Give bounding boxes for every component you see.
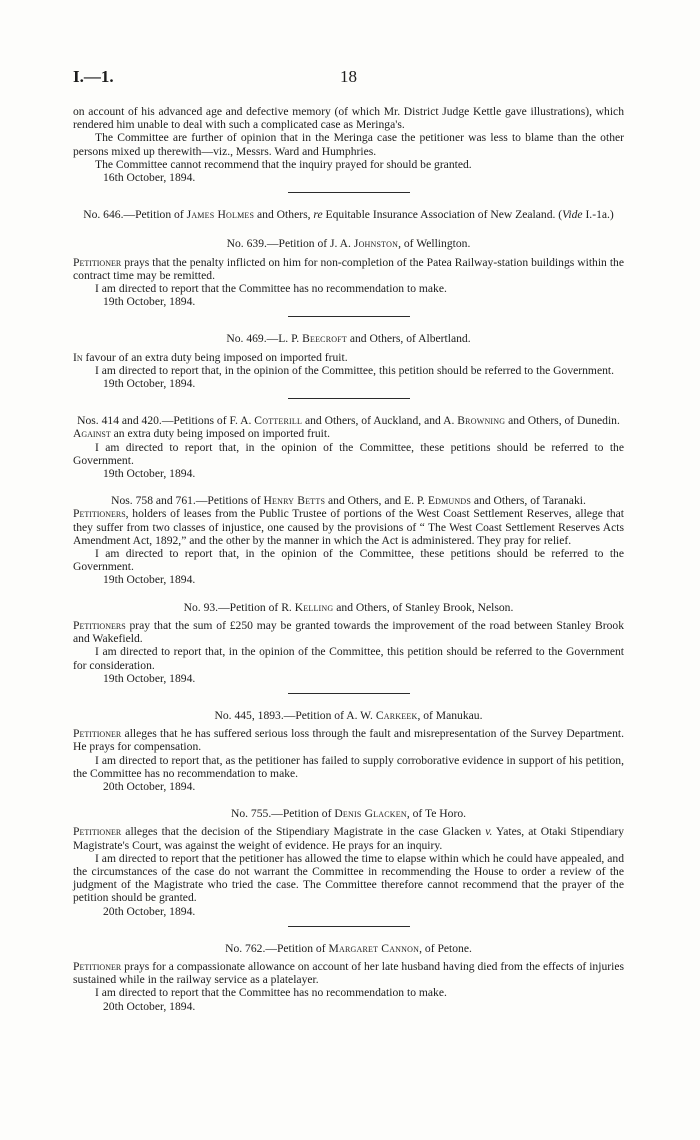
petition-title: No. 762.—Petition of Margaret Cannon, of Petone. [225, 941, 472, 955]
paragraph: The Committee are further of opinion that in the Meringa case the petitioner was less to blame than the other persons mixed up therewith—viz., Messrs. Ward and Humphries. [73, 131, 624, 158]
page-header [73, 67, 624, 92]
paragraph: The Committee cannot recommend that the inquiry prayed for should be granted. [95, 157, 472, 171]
petition-summary: Petitioner alleges that he has suffered serious loss through the fault and misrepresentation of the Survey Department. He prays for compensation. [73, 727, 624, 754]
paper-reference: I.—1. [73, 67, 114, 86]
section-divider [288, 693, 410, 694]
petition-title: No. 755.—Petition of Denis Glacken, of Te Horo. [230, 807, 467, 821]
petition-title: No. 445, 1893.—Petition of A. W. Carkeek, of Manukau. [214, 708, 483, 722]
section-divider [288, 398, 410, 399]
petition-title: No. 93.—Petition of R. Kelling and Others, of Stanley Brook, Nelson. [183, 600, 514, 614]
paragraph: on account of his advanced age and defective memory (of which Mr. District Judge Kettle gave illustrations), which rendered him unable to deal with such a complicated case as Meringa's. [73, 105, 624, 132]
report-date: 19th October, 1894. [103, 573, 196, 587]
committee-report: I am directed to report that the petitioner has allowed the time to elapse within which he could have appealed, and the circumstances of the case do not warrant the Committee in recommending the House to order a review of the judgment of the Magistrate who tried the case. The Committee therefore cannot recommend that the prayer of the petition should be granted. [73, 851, 624, 905]
petitioner-name: Henry Betts [263, 494, 326, 508]
committee-report: I am directed to report that, in the opinion of the Committee, these petitions should be referred to the Government. [73, 440, 624, 467]
report-date: 16th October, 1894. [103, 171, 196, 185]
petition-445 [73, 709, 624, 807]
petition-title: No. 469.—L. P. Beecroft and Others, of Albertland. [226, 332, 471, 346]
petition-639 [73, 237, 624, 317]
report-body [73, 105, 624, 1013]
petition-762 [73, 942, 624, 1013]
report-date: 20th October, 1894. [103, 904, 196, 918]
petition-summary: Petitioners, holders of leases from the Public Trustee of portions of the West Coast Settlement Reserves, allege that they suffer from two classes of injustice, one caused by the provisions of “ The West Coast Settlement Reserves Acts Amendment Act, 1892,” and the other by the manner in which the Act is administered. They pray for relief. [73, 507, 624, 547]
petition-414-420 [73, 414, 624, 494]
petition-title: Nos. 758 and 761.—Petitions of Henry Betts and Others, and E. P. Edmunds and Others, of Taranaki. [111, 494, 586, 508]
petition-469 [73, 332, 624, 399]
petitioner-name: Cotterill [254, 414, 303, 428]
petition-title: No. 646.—Petition of James Holmes and Others, re Equitable Insurance Association of New Zealand. (Vide I.-1a.) [83, 208, 614, 222]
petitioner-name: Kelling [294, 600, 334, 614]
petition-646 [73, 208, 624, 237]
committee-report: I am directed to report that, as the petitioner has failed to supply corroborative evidence in support of his petition, the Committee has no recommendation to make. [73, 753, 624, 780]
petitioner-name: Johnston [353, 237, 399, 251]
report-date: 19th October, 1894. [103, 377, 196, 391]
petition-title: No. 639.—Petition of J. A. Johnston, of Wellington. [226, 237, 471, 251]
committee-report: I am directed to report that the Committee has no recommendation to make. [95, 282, 447, 296]
petition-summary: Against an extra duty being imposed on imported fruit. [73, 427, 330, 441]
petitioner-name: Browning [457, 414, 506, 428]
report-date: 19th October, 1894. [103, 295, 196, 309]
petition-summary: Petitioners pray that the sum of £250 may be granted towards the improvement of the road between Stanley Brook and Wakefield. [73, 618, 624, 646]
petition-summary: Petitioner prays that the penalty inflicted on him for non-completion of the Patea Railway-station buildings within the contract time may be remitted. [73, 255, 624, 282]
page-number: 18 [340, 67, 357, 86]
petition-summary: Petitioner prays for a compassionate allowance on account of her late husband having died from the effects of injuries sustained while in the railway service as a platelayer. [73, 959, 624, 987]
committee-report: I am directed to report that, in the opinion of the Committee, this petition should be referred to the Government. [95, 363, 615, 377]
report-continuation [73, 105, 624, 193]
report-date: 19th October, 1894. [103, 467, 196, 481]
report-date: 20th October, 1894. [103, 779, 196, 793]
section-divider [288, 926, 410, 927]
report-date: 19th October, 1894. [103, 671, 196, 685]
committee-report: I am directed to report that, in the opinion of the Committee, this petition should be referred to the Government for consideration. [73, 645, 624, 672]
petition-summary: In favour of an extra duty being imposed on imported fruit. [73, 350, 348, 364]
petitioner-name: Margaret Cannon [328, 941, 420, 955]
section-divider [288, 316, 410, 317]
petitioner-name: Beecroft [302, 332, 347, 346]
petition-title: Nos. 414 and 420.—Petitions of F. A. Cotterill and Others, of Auckland, and A. Browning and Others, of Dunedin. [77, 414, 620, 428]
petitioner-name: James Holmes [186, 208, 255, 222]
committee-report: I am directed to report that the Committee has no recommendation to make. [95, 986, 447, 1000]
report-date: 20th October, 1894. [103, 999, 196, 1013]
petition-93 [73, 601, 624, 694]
section-divider [288, 192, 410, 193]
petition-755 [73, 807, 624, 927]
committee-report: I am directed to report that, in the opinion of the Committee, these petitions should be referred to the Government. [73, 547, 624, 574]
petition-758-761 [73, 494, 624, 600]
petitioner-name: Carkeek [375, 708, 418, 722]
petition-summary: Petitioner alleges that the decision of the Stipendiary Magistrate in the case Glacken v. Yates, at Otaki Stipendiary Magistrate's Court, was against the weight of evidence. He prays for an inquiry. [73, 825, 624, 852]
petitioner-name: Denis Glacken [334, 807, 407, 821]
petitioner-name: Edmunds [427, 494, 471, 508]
